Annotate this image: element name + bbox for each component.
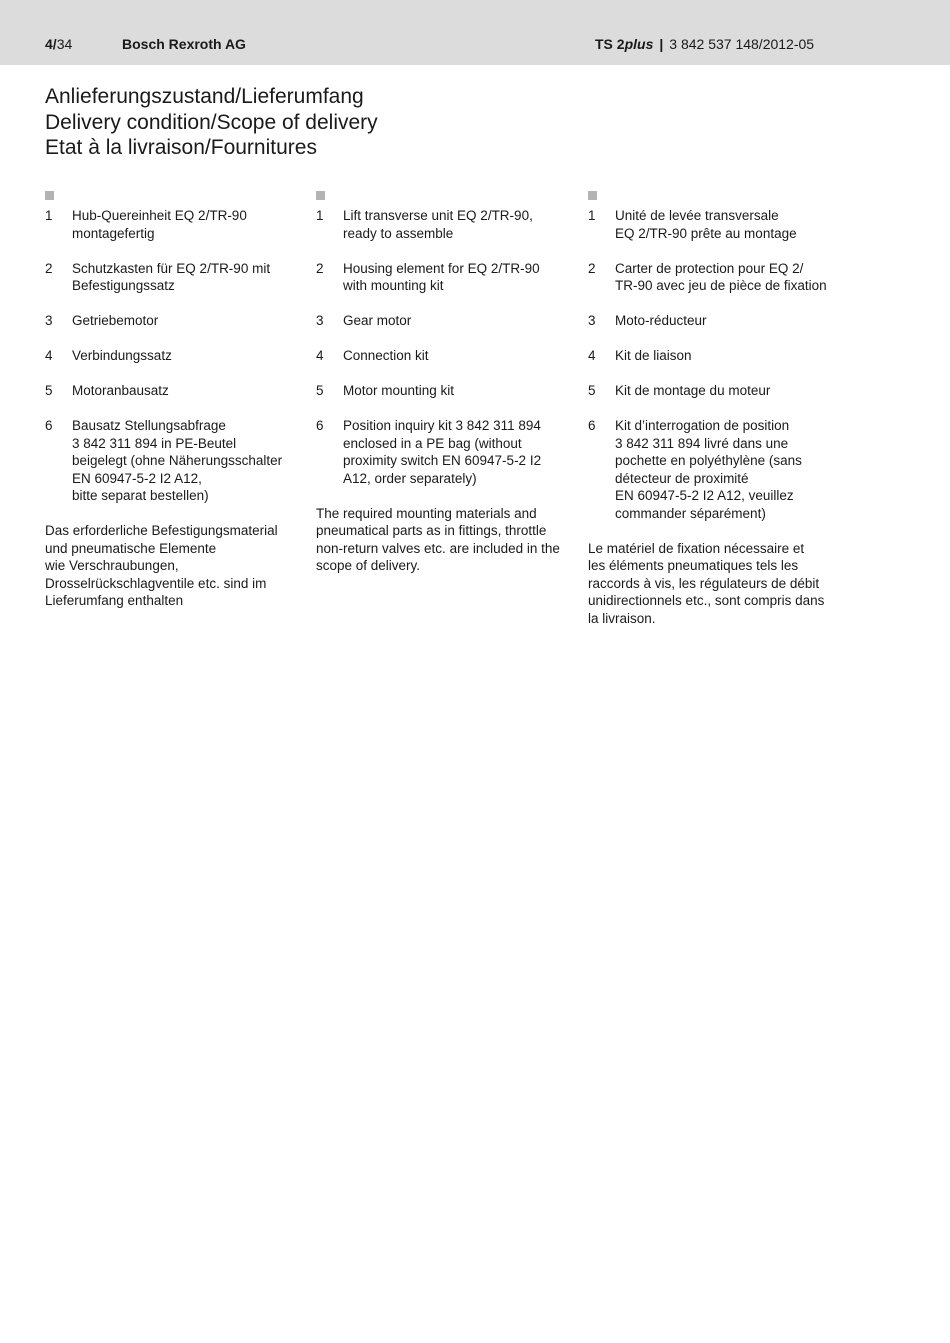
list-item [588,417,843,522]
item-text: Bausatz Stellungsabfrage 3 842 311 894 in PE-Beutel beigelegt (ohne Näherungsschalter EN 60947-5-2 I2 A12, bitte separat bestellen) [72,418,283,503]
list-item [588,347,843,365]
list-item [316,417,571,487]
item-number: 5 [588,383,596,398]
list-item [316,312,571,330]
item-number: 4 [316,348,324,363]
section-titles [45,84,378,161]
list-item [45,382,300,400]
page-current: 4/ [45,36,57,52]
list-item [316,207,571,242]
list-item [588,382,843,400]
column-german [45,191,300,610]
document-reference [595,35,814,53]
item-text: Kit de liaison [615,348,692,363]
item-text: Gear motor [343,313,412,328]
list-item [45,347,300,365]
item-number: 3 [588,313,596,328]
list-item [316,347,571,365]
document-number: 3 842 537 148/2012-05 [669,36,815,52]
item-text: Housing element for EQ 2/TR-90 with mounting kit [343,260,540,293]
item-number: 2 [45,260,53,276]
item-text: Unité de levée transversale EQ 2/TR-90 prête au montage [615,208,797,241]
list-item [588,312,843,330]
item-number: 1 [588,208,596,223]
section-title-fr: Etat à la livraison/Fournitures [45,136,317,159]
item-number: 5 [316,383,324,398]
item-number: 6 [316,418,324,433]
header-separator: | [659,36,664,52]
item-text: Motor mounting kit [343,383,455,398]
item-text: Motoranbausatz [72,383,169,398]
list-item [316,260,571,295]
square-bullet-icon [588,191,597,200]
item-number: 6 [588,418,596,433]
item-text: Verbindungssatz [72,348,172,363]
item-number: 3 [45,313,53,328]
item-number: 1 [45,208,53,223]
item-text: Moto-réducteur [615,313,707,328]
item-text: Kit d’interrogation de position 3 842 311 894 livré dans une pochette en polyéthylène (sans détecteur de proximité EN 60947-5-2 I2 A12, veuillez commander séparément) [615,418,802,521]
list-item [45,207,300,242]
item-number: 5 [45,383,53,398]
item-text: Getriebemotor [72,313,159,328]
section-title-en: Delivery condition/Scope of delivery [45,110,378,134]
column-french [588,191,843,627]
column-english [316,191,571,575]
page-total: 34 [56,36,73,52]
page-number [45,35,72,53]
company-name: Bosch Rexroth AG [122,36,246,52]
item-number: 2 [316,260,324,276]
item-text: Carter de protection pour EQ 2/ TR-90 avec jeu de pièce de fixation [615,260,827,293]
item-number: 6 [45,418,53,433]
list-item [45,260,300,295]
item-text: Kit de montage du moteur [615,383,771,398]
list-item [316,382,571,400]
item-number: 2 [588,260,596,276]
delivery-note: Le matériel de fixation nécessaire et les éléments pneumatiques tels les raccords à vis, les régulateurs de débit unidirectionnels etc., sont compris dans la livraison. [588,540,825,626]
item-text: Connection kit [343,348,429,363]
list-item [45,312,300,330]
list-item [45,417,300,505]
item-text: Position inquiry kit 3 842 311 894 enclosed in a PE bag (without proximity switch EN 60947-5-2 I2 A12, order separately) [343,418,542,486]
item-number: 3 [316,313,324,328]
delivery-note: Das erforderliche Befestigungsmaterial und pneumatische Elemente wie Verschraubungen, Drosselrückschlagventile etc. sind im Lieferumfang enthalten [45,523,278,608]
product-name-base: TS 2 [595,36,625,52]
item-number: 4 [45,348,53,363]
item-number: 1 [316,208,324,223]
product-name-suffix: plus [624,36,654,52]
list-item [588,260,843,295]
item-text: Lift transverse unit EQ 2/TR-90, ready to assemble [343,208,533,241]
square-bullet-icon [316,191,325,200]
list-item [588,207,843,242]
product-name [595,36,653,52]
square-bullet-icon [45,191,54,200]
section-title-de: Anlieferungszustand/Lieferumfang [45,85,364,108]
item-number: 4 [588,348,596,363]
page-header [0,0,950,65]
item-text: Schutzkasten für EQ 2/TR-90 mit Befestigungssatz [72,260,271,293]
item-text: Hub-Quereinheit EQ 2/TR-90 montagefertig [72,208,247,241]
delivery-note: The required mounting materials and pneumatical parts as in fittings, throttle non-return valves etc. are included in the scope of delivery. [316,505,560,573]
